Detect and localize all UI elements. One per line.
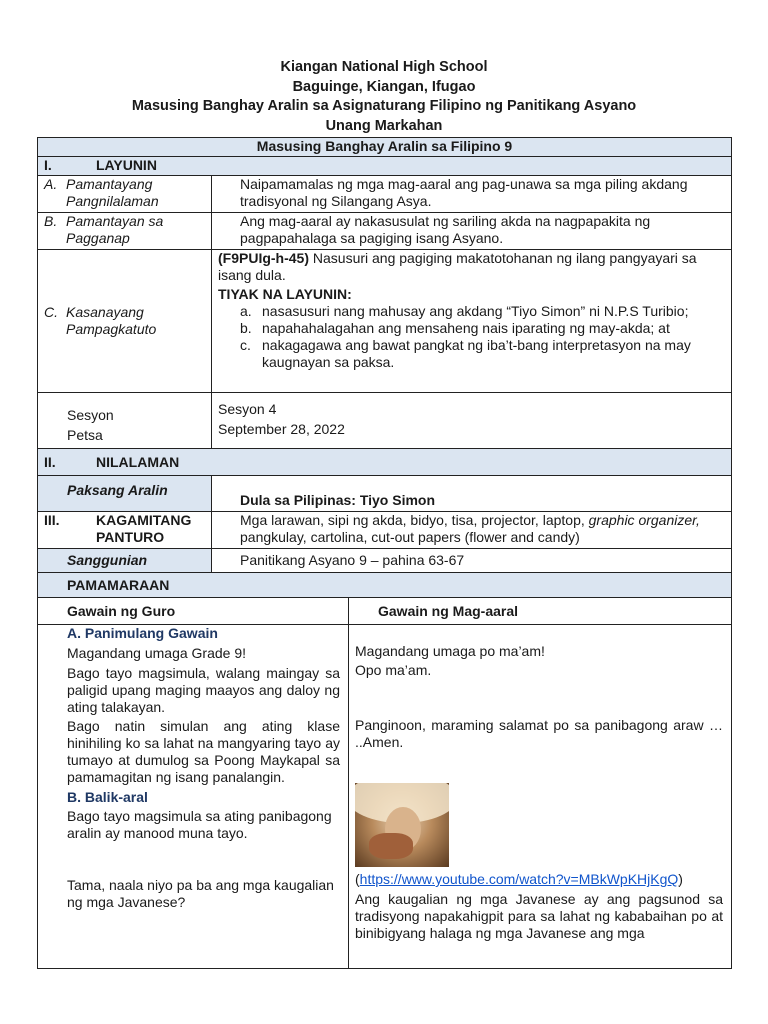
item-marker: B.	[44, 213, 58, 229]
list-item	[234, 320, 725, 337]
paksang-aralin-value: Dula sa Pilipinas: Tiyo Simon	[240, 492, 436, 508]
teacher-line: Magandang umaga Grade 9!	[67, 645, 247, 661]
list-marker: c.	[240, 337, 251, 353]
list-text: nasasusuri nang mahusay ang akdang “Tiyo Simon” ni N.P.S Turibio;	[262, 303, 689, 319]
pamantayang-pangnilalaman-text-cell	[212, 176, 732, 213]
document-title: Masusing Banghay Aralin sa Asignaturang Filipino ng Panitikang Asyano	[131, 98, 637, 114]
teacher-line: Bago natin simulan ang ating klase hinihiling ko sa lahat na mangyaring tayo ay tumayo at dumulog sa Poong Maykapal sa pamamagitan ng isang panalangin.	[67, 718, 340, 785]
quarter-label: Unang Markahan	[325, 117, 443, 134]
video-thumbnail[interactable]	[355, 783, 449, 867]
list-marker: b.	[240, 320, 252, 336]
section-pamamaraan-row	[38, 573, 732, 598]
list-marker: a.	[240, 303, 252, 319]
kagamitan-text	[212, 512, 731, 546]
kagamitan-label-cell	[38, 512, 212, 549]
section-number: III.	[44, 512, 60, 528]
paren: (	[355, 871, 360, 887]
section-label: LAYUNIN	[96, 157, 157, 173]
column-header-magaaral	[349, 598, 732, 625]
sanggunian-value-cell	[212, 549, 732, 573]
list-item	[234, 337, 725, 371]
column-header-label: Gawain ng Mag-aaral	[378, 602, 519, 619]
panimulang-gawain-title: A. Panimulang Gawain	[67, 625, 218, 641]
pamantayan-pagganap-text-cell	[212, 213, 732, 250]
kasanayang-pampagkatuto-label: Kasanayang Pampagkatuto	[66, 304, 157, 337]
sanggunian-label-cell	[38, 549, 212, 573]
kagamitan-text-part: pangkulay, cartolina, cut-out papers (flower and candy)	[240, 529, 580, 545]
list-text: nakagagawa ang bawat pangkat ng iba’t-bang interpretasyon na may kaugnayan sa paksa.	[262, 337, 691, 370]
student-line: Opo ma’am.	[355, 662, 432, 678]
column-header-guro	[38, 598, 349, 625]
sanggunian-value: Panitikang Asyano 9 – pahina 63-67	[240, 552, 465, 568]
section-label: NILALAMAN	[96, 453, 180, 470]
teacher-line: Bago tayo magsimula sa ating panibagong aralin ay manood muna tayo.	[67, 808, 332, 841]
school-name: Kiangan National High School	[280, 59, 488, 75]
section-number: II.	[44, 453, 56, 470]
kasanayang-text	[218, 250, 725, 284]
sanggunian-label: Sanggunian	[67, 552, 148, 568]
tiyak-na-layunin-label: TIYAK NA LAYUNIN:	[218, 286, 352, 302]
paksang-aralin-value-cell	[212, 476, 732, 512]
kasanayang-text-cell	[212, 250, 732, 393]
petsa-value: September 28, 2022	[218, 421, 345, 437]
petsa-label: Petsa	[67, 427, 103, 443]
gawain-guro-cell	[38, 625, 349, 969]
paksang-aralin-label-cell	[38, 476, 212, 512]
section-layunin-row	[38, 157, 732, 176]
balik-aral-title: B. Balik-aral	[67, 789, 148, 805]
pamantayan-pagganap-label: Pamantayan sa Pagganap	[66, 213, 164, 246]
column-header-label: Gawain ng Guro	[67, 602, 176, 619]
section-label: PAMAMARAAN	[67, 576, 170, 593]
competency-code: (F9PUIg-h-45)	[218, 250, 309, 266]
teacher-line: Tama, naala niyo pa ba ang mga kaugalian ng mga Javanese?	[67, 877, 334, 910]
section-label: KAGAMITANG PANTURO	[96, 512, 192, 545]
teacher-line: Bago tayo magsimula, walang maingay sa paligid upang maging maayos ang daloy ng ating talakayan.	[67, 665, 340, 715]
section-number: I.	[44, 157, 52, 173]
sesyon-petsa-label-cell	[38, 393, 212, 449]
video-link-line	[355, 871, 723, 888]
youtube-link[interactable]: https://www.youtube.com/watch?v=MBkWpKHjKgQ	[359, 871, 679, 887]
paren: )	[678, 871, 683, 887]
list-text: napahahalagahan ang mensaheng nais iparating ng may-akda; at	[262, 320, 670, 336]
lesson-plan-table	[37, 137, 732, 969]
pamantayang-pangnilalaman-text: Naipamamalas ng mga mag-aaral ang pag-unawa sa mga piling akdang tradisyonal ng Silangang Asya.	[240, 176, 688, 209]
school-address: Baguinge, Kiangan, Ifugao	[292, 78, 476, 95]
student-line: Magandang umaga po ma’am!	[355, 643, 545, 659]
pamantayang-pangnilalaman-label-cell	[38, 176, 212, 213]
competency-text: Nasusuri ang pagiging makatotohanan ng ilang pangyayari sa isang dula.	[218, 250, 697, 283]
pamantayang-pangnilalaman-label: Pamantayang Pangnilalaman	[66, 176, 159, 209]
list-item	[234, 303, 725, 320]
kagamitan-text-cell	[212, 512, 732, 549]
table-main-title: Masusing Banghay Aralin sa Filipino 9	[38, 138, 732, 157]
student-line: Panginoon, maraming salamat po sa panibagong araw … ..Amen.	[355, 717, 724, 750]
kasanayang-label-cell	[38, 250, 212, 393]
sesyon-value: Sesyon 4	[218, 401, 277, 417]
gawain-magaaral-cell	[349, 625, 732, 969]
section-nilalaman-row	[38, 449, 732, 476]
document-header	[0, 58, 768, 136]
sesyon-label: Sesyon	[67, 407, 114, 423]
item-marker: C.	[44, 304, 58, 320]
pamantayan-pagganap-text: Ang mag-aaral ay nakasusulat ng sariling akda na nagpapakita ng pagpapahalaga sa pagiging isang Asyano.	[240, 213, 651, 246]
paksang-aralin-label: Paksang Aralin	[67, 482, 168, 498]
pamantayan-pagganap-label-cell	[38, 213, 212, 250]
sesyon-petsa-value-cell	[212, 393, 732, 449]
kagamitan-text-italic: graphic organizer,	[588, 512, 700, 528]
student-line: Ang kaugalian ng mga Javanese ay ang pagsunod sa tradisyong napakahigpit para sa lahat ng kababaihan po at binibigyang halaga ng mga Javanese ang mga	[355, 891, 724, 941]
kagamitan-text-part: Mga larawan, sipi ng akda, bidyo, tisa, projector, laptop,	[240, 512, 589, 528]
item-marker: A.	[44, 176, 58, 192]
